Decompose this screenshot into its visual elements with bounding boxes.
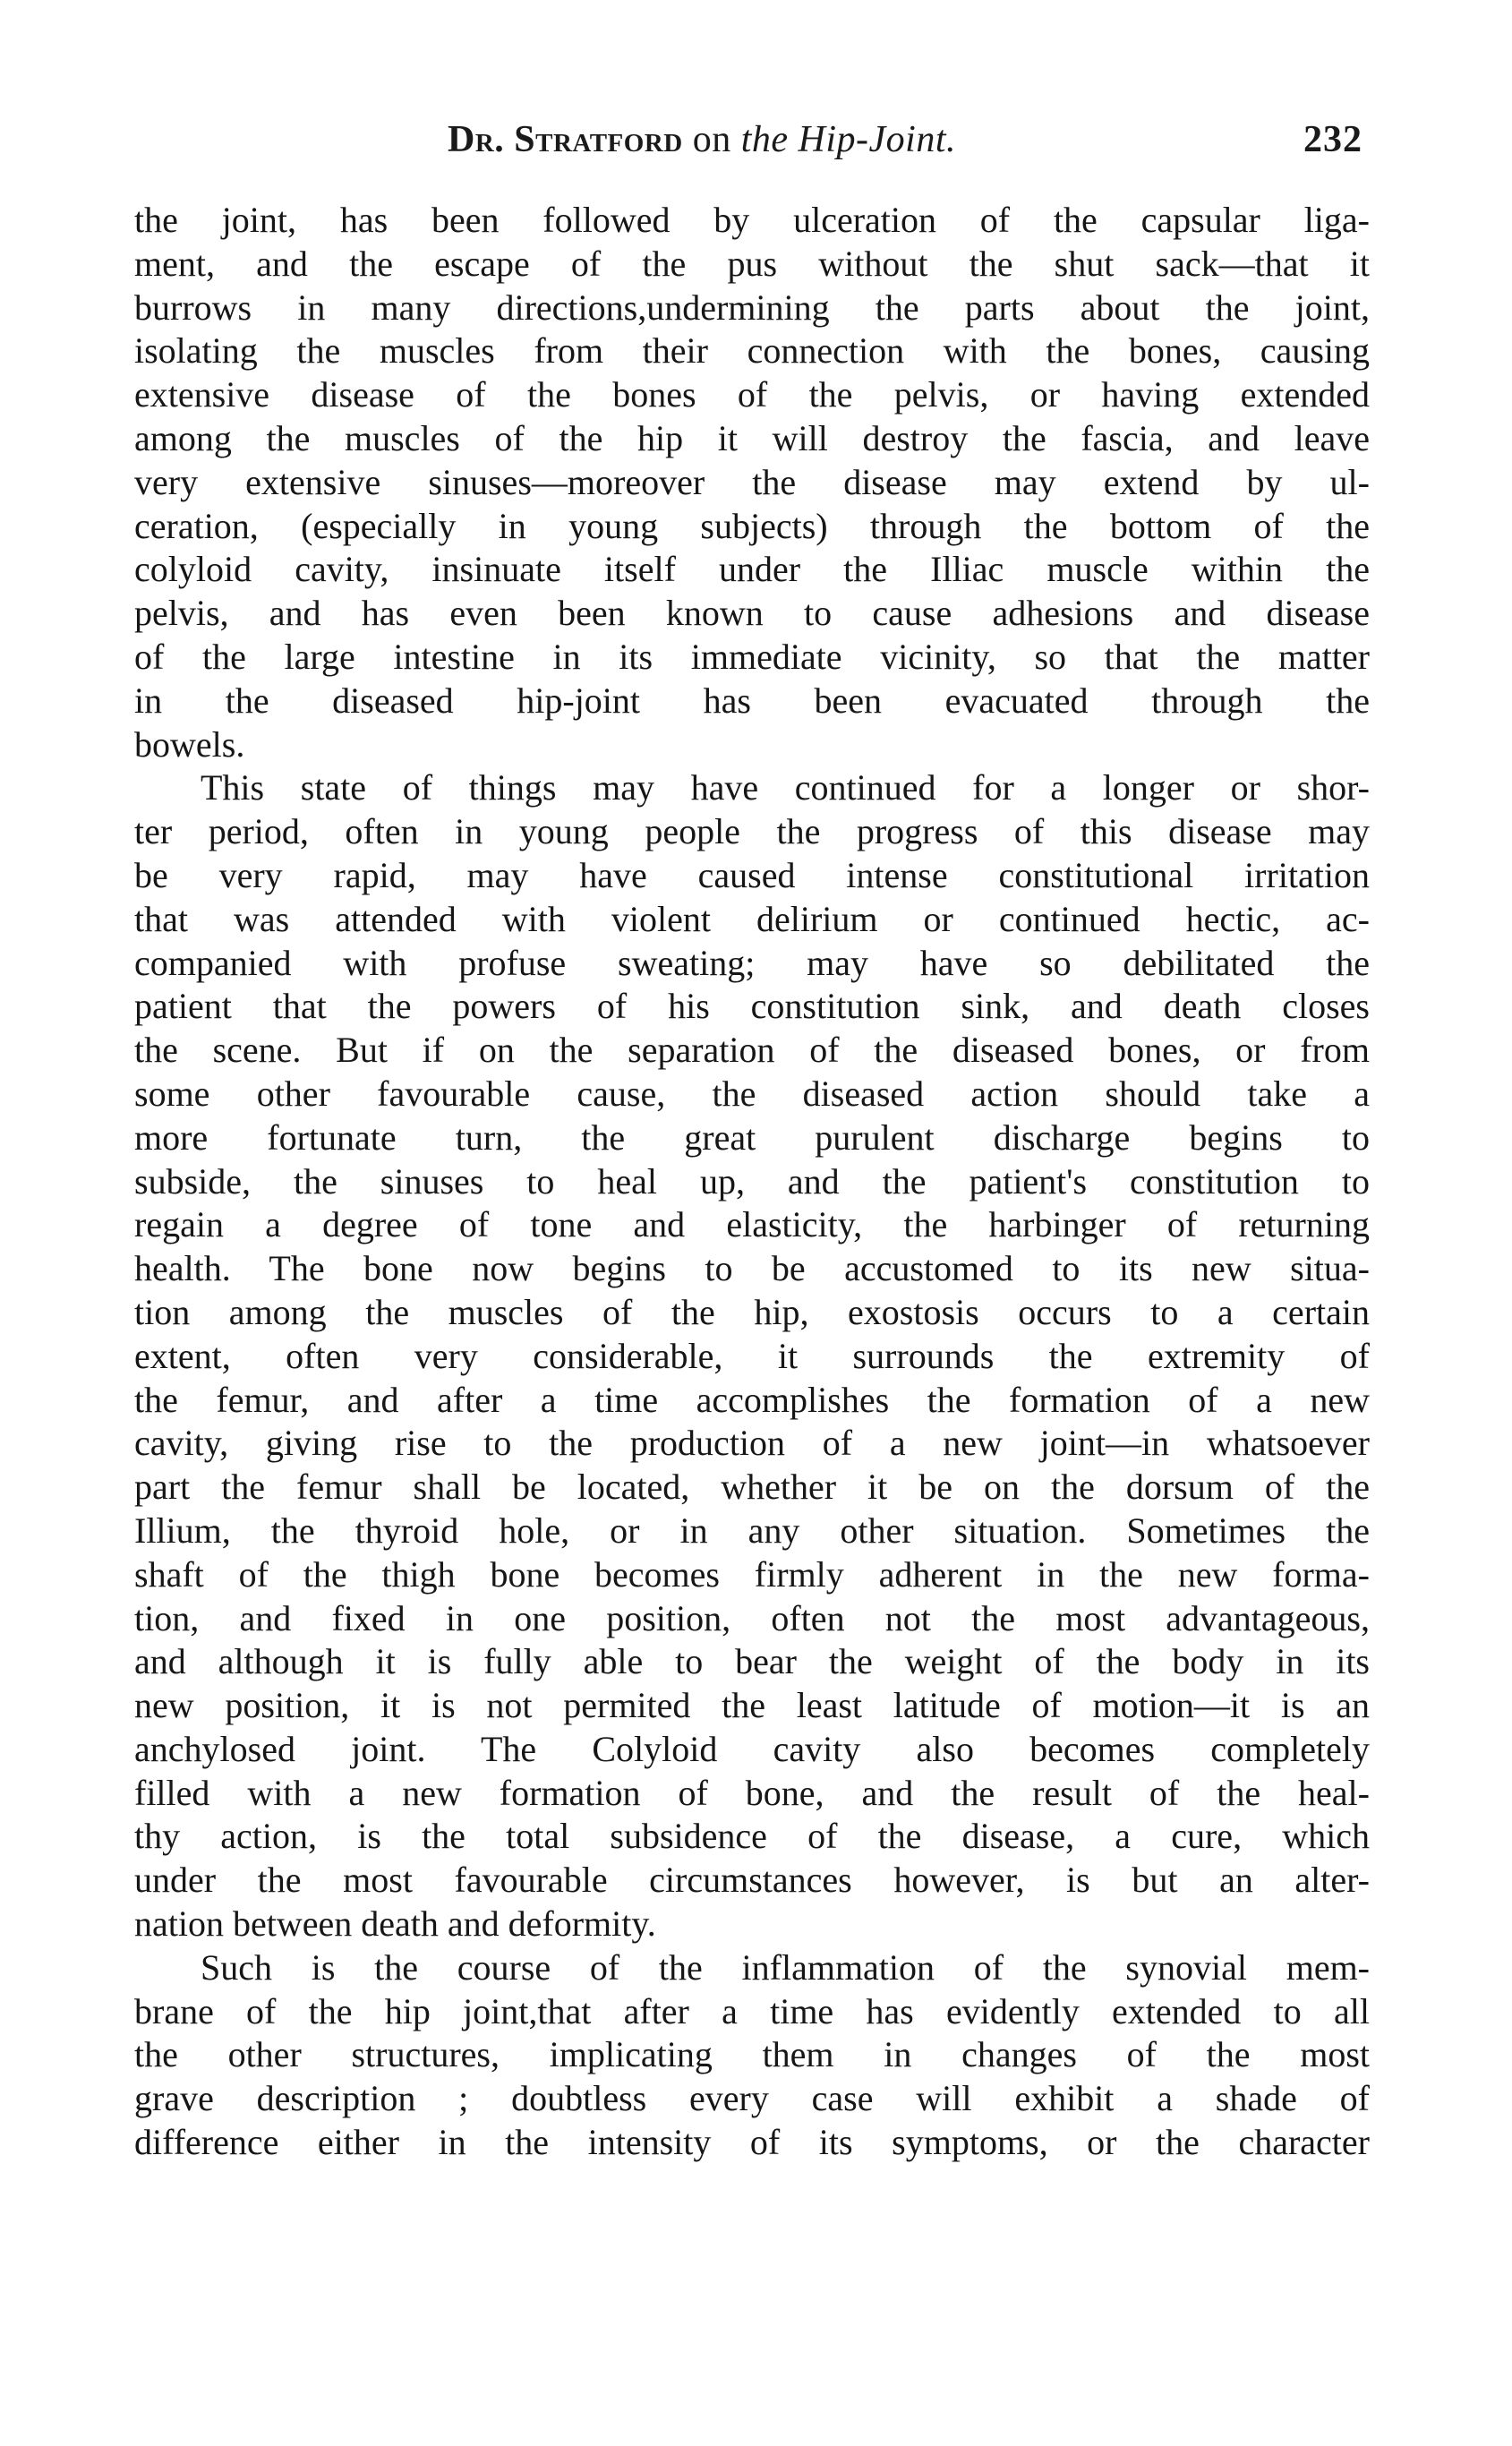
text-line: bowels. [134,723,245,765]
text-line: pelvis, and has even been known to cause adhesions and disease [134,593,1370,634]
text-line: new position, it is not permited the least latitude of motion—it is an [134,1685,1370,1726]
text-line: brane of the hip joint,that after a time has evidently extended to all [134,1990,1370,2031]
text-line: ter period, often in young people the progress of this disease may [134,811,1370,852]
text-line: companied with profuse sweating; may have so debilitated the [134,942,1370,983]
text-line: nation between death and deformity. [134,1903,656,1945]
text-line: be very rapid, may have caused intense constitutional irritation [134,854,1370,895]
text-line: burrows in many directions,undermining the parts about the joint, [134,287,1370,328]
text-line: some other favourable cause, the diseased action should take a [134,1073,1370,1114]
text-line: and although it is fully able to bear the weight of the body in its [134,1641,1370,1682]
text-line: more fortunate turn, the great purulent discharge begins to [134,1116,1370,1158]
page-header [134,118,1379,181]
text-line: shaft of the thigh bone becomes firmly adherent in the new forma- [134,1553,1370,1595]
text-line: colyloid cavity, insinuate itself under the Illiac muscle within the [134,549,1370,590]
text-line: isolating the muscles from their connection with the bones, causing [134,330,1370,372]
text-line: among the muscles of the hip it will destroy the fascia, and leave [134,417,1370,458]
running-title-author: Dr. Stratford [448,119,683,160]
text-line: Illium, the thyroid hole, or in any other situation. Sometimes the [134,1510,1370,1551]
paragraph [134,766,1370,1946]
running-title-subject: the Hip-Joint. [740,119,956,160]
text-line: subside, the sinuses to heal up, and the patient's constitution to [134,1160,1370,1202]
text-line: patient that the powers of his constitution sink, and death closes [134,986,1370,1027]
text-line: the femur, and after a time accomplishes the formation of a new [134,1379,1370,1420]
text-line: grave description ; doubtless every case will exhibit a shade of [134,2078,1370,2119]
text-line: extensive disease of the bones of the pelvis, or having extended [134,374,1370,415]
text-line: This state of things may have continued for a longer or shor- [201,767,1370,808]
text-line: the other structures, implicating them in changes of the most [134,2034,1370,2075]
text-line: under the most favourable circumstances however, is but an alter- [134,1860,1370,1901]
running-title-connector: on [682,119,741,160]
text-line: anchylosed joint. The Colyloid cavity also becomes completely [134,1728,1370,1769]
text-line: ment, and the escape of the pus without the shut sack—that it [134,243,1370,284]
text-line: ceration, (especially in young subjects) through the bottom of the [134,505,1370,546]
text-line: that was attended with violent delirium or continued hectic, ac- [134,898,1370,939]
text-line: filled with a new formation of bone, and the result of the heal- [134,1772,1370,1813]
text-line: tion, and fixed in one position, often not the most advantageous, [134,1597,1370,1638]
paragraph [134,199,1370,766]
text-line: extent, often very considerable, it surrounds the extremity of [134,1335,1370,1376]
text-line: health. The bone now begins to be accustomed to its new situa- [134,1248,1370,1289]
text-line: very extensive sinuses—moreover the disease may extend by ul- [134,461,1370,502]
text-line: part the femur shall be located, whether it be on the dorsum of the [134,1467,1370,1508]
text-line: cavity, giving rise to the production of a new joint—in whatsoever [134,1423,1370,1464]
text-line: tion among the muscles of the hip, exostosis occurs to a certain [134,1291,1370,1332]
page-number: 232 [1303,119,1363,160]
text-line: Such is the course of the inflammation of the synovial mem- [201,1946,1370,1988]
running-title [448,118,956,161]
text-line: regain a degree of tone and elasticity, the harbinger of returning [134,1204,1370,1245]
text-line: the joint, has been followed by ulceration of the capsular liga- [134,200,1370,240]
text-line: in the diseased hip-joint has been evacuated through the [134,680,1370,721]
text-line: difference either in the intensity of its symptoms, or the character [134,2122,1370,2163]
text-line: the scene. But if on the separation of the diseased bones, or from [134,1030,1370,1071]
text-line: of the large intestine in its immediate vicinity, so that the matter [134,636,1370,677]
paragraph [134,1946,1370,2165]
body-text [134,199,1370,2165]
text-line: thy action, is the total subsidence of the disease, a cure, which [134,1816,1370,1857]
